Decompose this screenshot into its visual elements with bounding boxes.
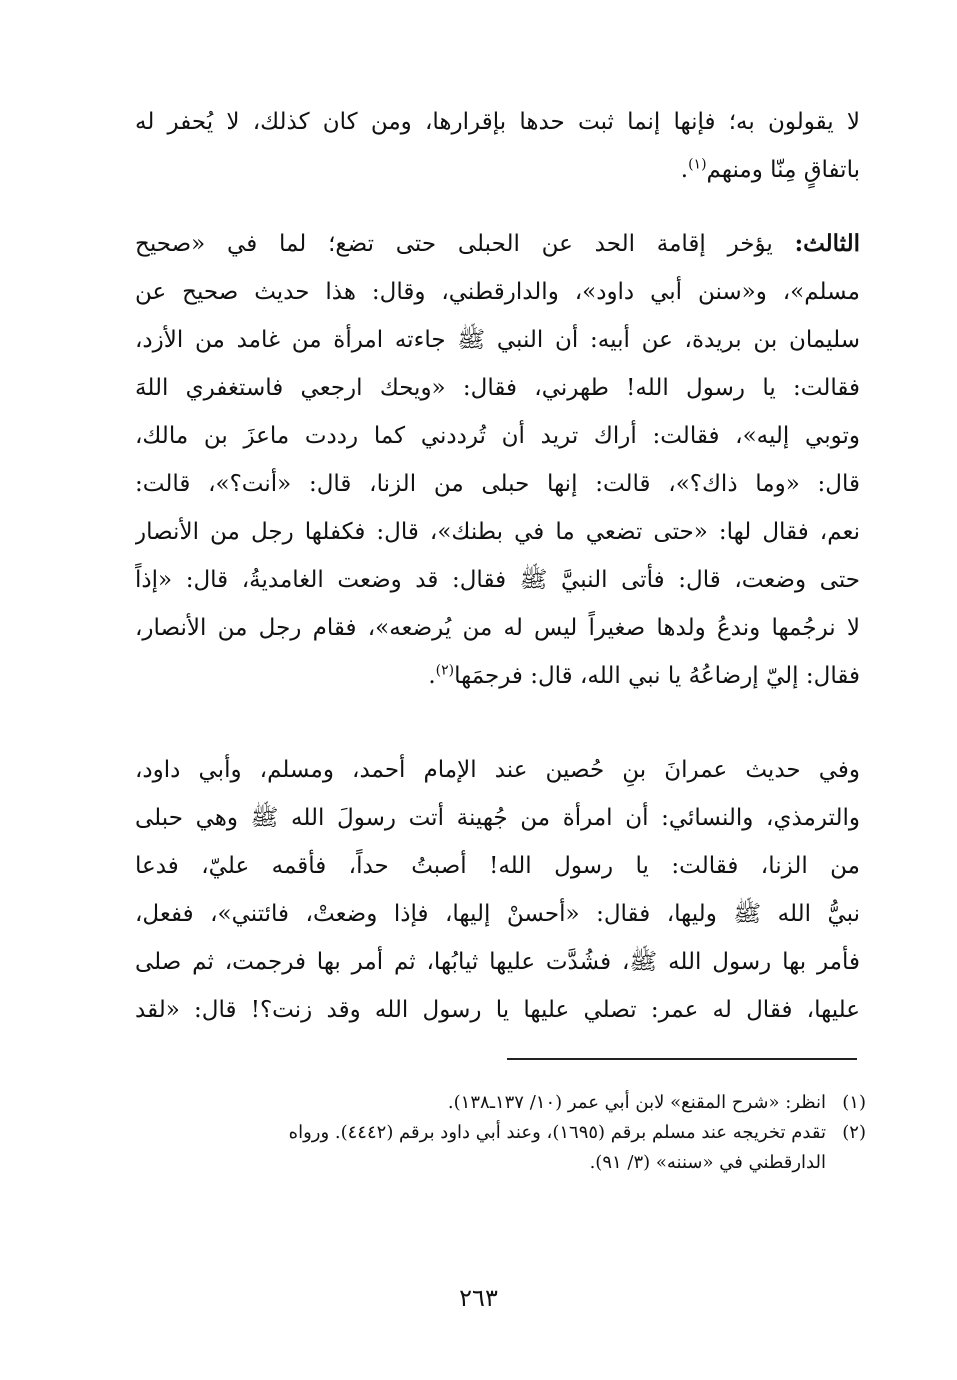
paragraph-1-line-2: باتفاقٍ مِنّا ومنهم$^{(١)}$. [680, 156, 860, 183]
paragraph-1 [135, 98, 860, 194]
footnote-2 [130, 1118, 866, 1178]
footnote-2-number: (٢) [842, 1122, 866, 1143]
paragraph-3-line-2: والترمذي، والنسائي: أن امرأة من جُهينة أتت رسولَ الله ﷺ وهي حبلى [135, 805, 860, 831]
footnote-2-text [130, 1118, 826, 1178]
footnotes [130, 1088, 866, 1178]
paragraph-2-line-3: سليمان بن بريدة، عن أبيه: أن النبي ﷺ جاءته امرأة من غامد من الأزد، [135, 327, 860, 353]
footnote-2-line-2: الدارقطني في «سننه» (٣/ ٩١). [589, 1152, 826, 1173]
paragraph-3-line-1: وفي حديث عمرانَ بنِ حُصين عند الإمام أحمد، ومسلم، وأبي داود، [135, 757, 860, 783]
paragraph-2 [135, 220, 860, 700]
footnote-2-line-1: تقدم تخريجه عند مسلم برقم (١٦٩٥)، وعند أبي داود برقم (٤٤٤٢). ورواه [288, 1122, 826, 1143]
paragraph-2-line-9: لا نرجُمها وندعُ ولدها صغيراً ليس له من يُرضعه»، فقام رجل من الأنصار، [135, 615, 860, 641]
paragraph-2-line-10: فقال: إليّ إرضاعُهُ يا نبي الله، قال: فرجمَها$^{(٢)}$. [428, 662, 860, 689]
paragraph-2-line-8: حتى وضعت، قال: فأتى النبيَّ ﷺ فقال: قد وضعت الغامديةُ، قال: «إذاً [135, 567, 860, 593]
paragraph-2-line-1-text: يؤخر إقامة الحد عن الحبلى حتى تضع؛ لما في «صحيح [135, 231, 773, 257]
paragraph-3-line-4: نبيُّ الله ﷺ وليها، فقال: «أحسنْ إليها، فإذا وضعتْ، فائتني»، ففعل، [135, 901, 860, 927]
paragraph-3-line-3: من الزنا، فقالت: يا رسول الله! أصبتُ حداً، فأقمه عليّ، فدعا [135, 853, 860, 879]
paragraph-2-line-5: وتوبي إليه»، فقالت: أراك تريد أن تُرددني كما رددت ماعزَ بن مالك، [135, 423, 860, 449]
page-number: ٢٦٣ [459, 1284, 498, 1312]
footnote-1 [130, 1088, 866, 1118]
footnote-ref-1: (١) [688, 156, 707, 173]
paragraph-3-line-6: عليها، فقال له عمر: تصلي عليها يا رسول الله وقد زنت؟! قال: «لقد [135, 997, 860, 1023]
footnote-separator [507, 1058, 857, 1060]
paragraph-2-line-10-text: فقال: إليّ إرضاعُهُ يا نبي الله، قال: فرجمَها [454, 663, 860, 689]
footnote-ref-2: (٢) [435, 662, 455, 679]
paragraph-2-line-2: مسلم»، و«سنن أبي داود»، والدارقطني، وقال: هذا حديث صحيح عن [135, 279, 860, 305]
paragraph-2-line-7: نعم، فقال لها: «حتى تضعي ما في بطنك»، قال: فكفلها رجل من الأنصار [135, 519, 860, 545]
paragraph-1-line-2-text: باتفاقٍ مِنّا ومنهم [706, 157, 860, 183]
paragraph-1-line-1: لا يقولون به؛ فإنها إنما ثبت حدها بإقرارها، ومن كان كذلك، لا يُحفر له [135, 109, 860, 135]
paragraph-3-line-5: فأمر بها رسول الله ﷺ، فشُدَّت عليها ثيابُها، ثم أمر بها فرجمت، ثم صلى [135, 949, 860, 975]
footnote-1-text: انظر: «شرح المقنع» لابن أبي عمر (١٠/ ١٣٧ـ١٣٨). [447, 1092, 826, 1113]
paragraph-2-line-1 [135, 220, 860, 268]
footnote-1-number: (١) [842, 1092, 866, 1113]
paragraph-3 [135, 746, 860, 1034]
paragraph-2-line-6: قال: «وما ذاك؟»، قالت: إنها حبلى من الزنا، قال: «أنت؟»، قالت: [135, 471, 860, 497]
paragraph-2-heading: الثالث: [794, 230, 860, 257]
paragraph-2-line-4: فقالت: يا رسول الله! طهرني، فقال: «ويحك ارجعي فاستغفري اللهَ [135, 375, 860, 401]
